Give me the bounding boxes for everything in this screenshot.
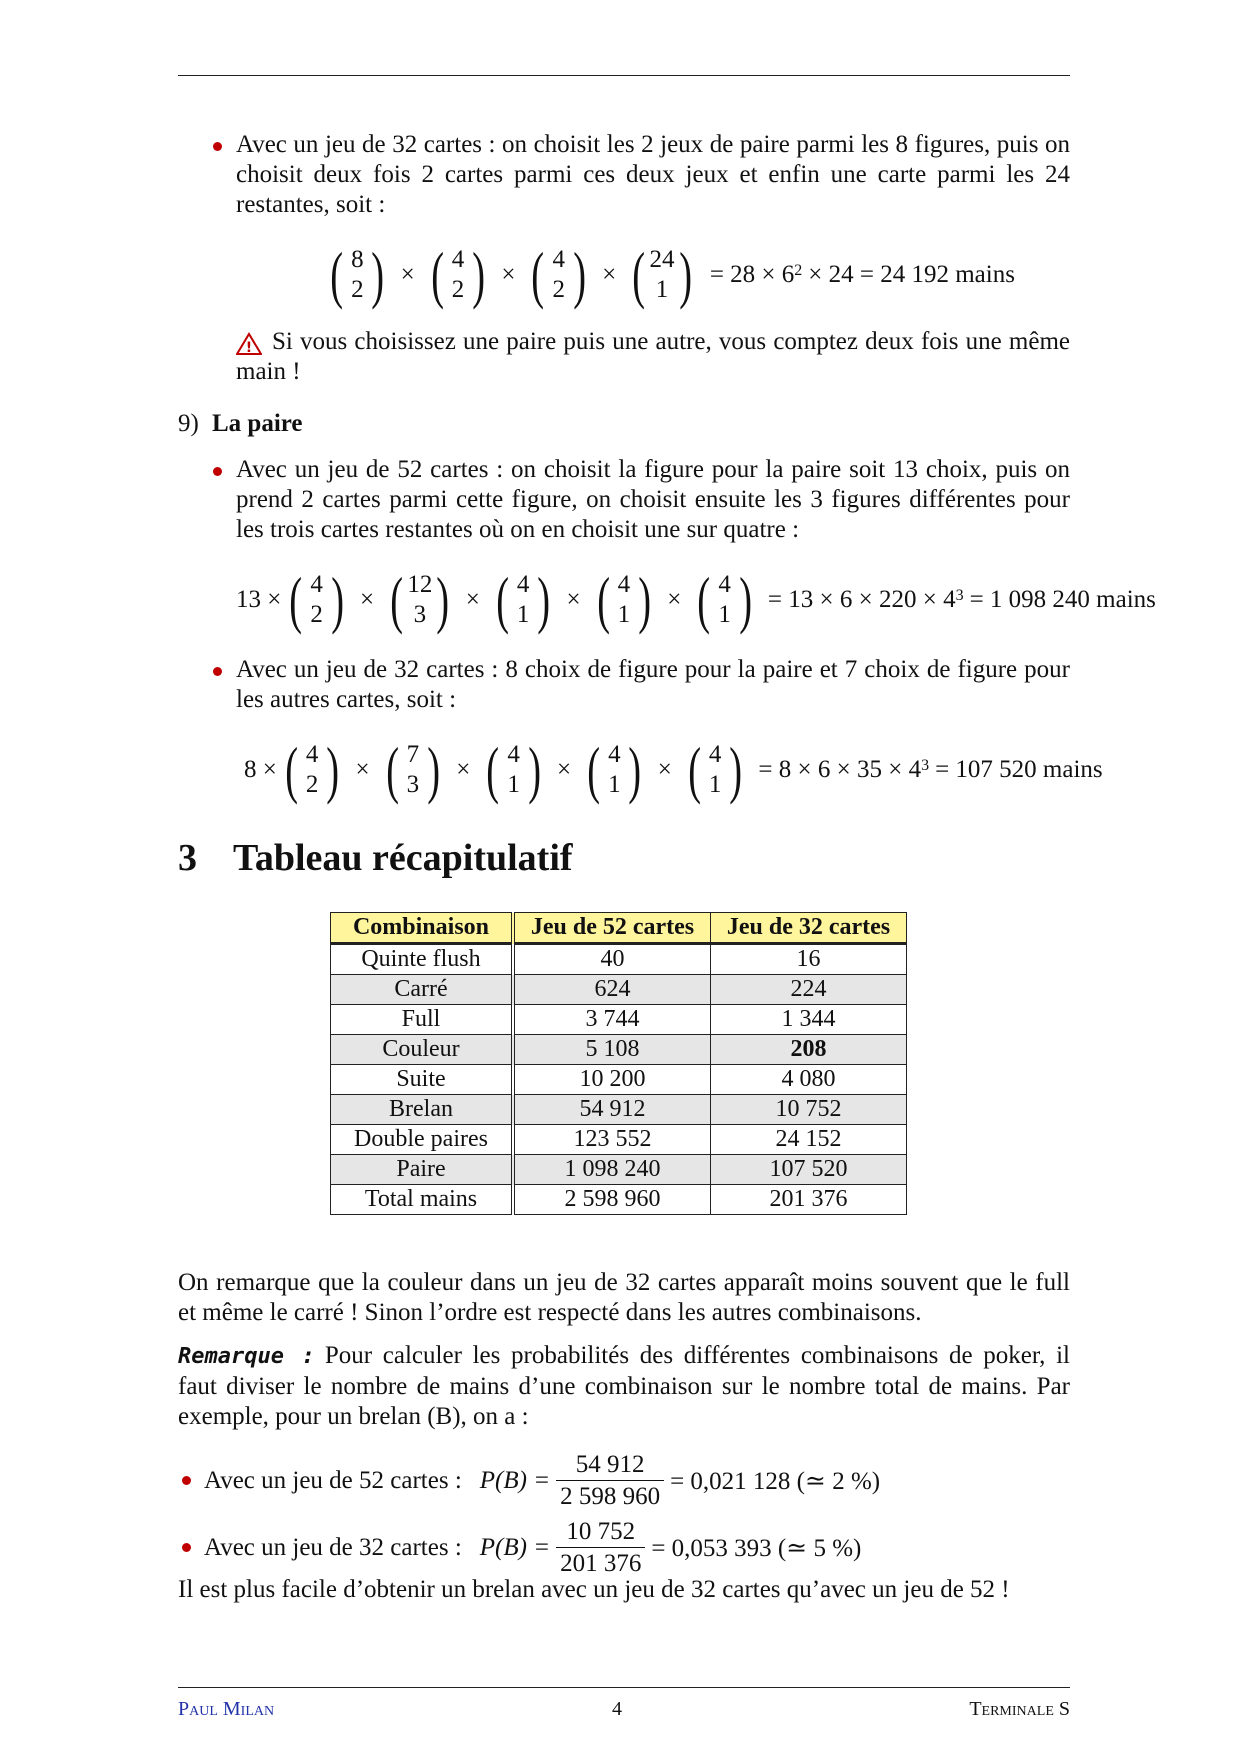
- bullet: [182, 1543, 191, 1552]
- conclusion: Il est plus facile d’obtenir un brelan avec un jeu de 32 cartes qu’avec un jeu de 52 !: [178, 1576, 1010, 1603]
- fraction: $\frac{10 752}{201 376}$: [556, 1517, 645, 1580]
- svg-text:!: !: [245, 340, 253, 356]
- page-number: 4: [612, 1698, 622, 1720]
- binomial: ( 7 3 ): [385, 734, 440, 805]
- table-row: Brelan 54 912 10 752: [331, 1095, 907, 1125]
- table-row: Suite 10 200 4 080: [331, 1065, 907, 1095]
- table-header: Jeu de 52 cartes: [513, 913, 711, 944]
- bottom-rule: [178, 1687, 1070, 1688]
- table-header: Combinaison: [331, 913, 514, 944]
- section-title: Tableau récapitulatif: [233, 837, 573, 879]
- table-header: Jeu de 32 cartes: [711, 913, 907, 944]
- paragraph: Avec un jeu de 32 cartes : 8 choix de figure pour la paire et 7 choix de figure pour les autres cartes, soit :: [236, 656, 1070, 713]
- binomial: ( 4 2 ): [531, 239, 586, 310]
- binomial: ( 4 1 ): [697, 564, 752, 635]
- bullet: [213, 142, 222, 151]
- bullet: [213, 667, 222, 676]
- remarque-label: Remarque :: [178, 1344, 315, 1369]
- table-row: Couleur 5 108 208: [331, 1035, 907, 1065]
- warning-text: Si vous choisissez une paire puis une autre, vous comptez deux fois une même main !: [236, 328, 1070, 385]
- binomial: ( 4 1 ): [587, 734, 642, 805]
- probability-52: Avec un jeu de 52 cartes : P(B) = $\frac{54 912}{2 598 960}$ = 0,021 128 (≃ 2 %): [204, 1446, 880, 1516]
- table-row: Paire 1 098 240 107 520: [331, 1155, 907, 1185]
- footer-class: Terminale S: [969, 1698, 1070, 1720]
- paragraph: Avec un jeu de 52 cartes : on choisit la figure pour la paire soit 13 choix, puis on prend 2 cartes parmi cette figure, on choisit ensuite les 3 figures différentes pour les trois cartes restantes où on en choisit une sur quatre :: [236, 456, 1070, 543]
- footer-author: Paul Milan: [178, 1698, 275, 1720]
- binomial: ( 4 1 ): [486, 734, 541, 805]
- item-title: La paire: [212, 410, 303, 437]
- table-row: Full 3 744 1 344: [331, 1005, 907, 1035]
- probability-32: Avec un jeu de 32 cartes : P(B) = $\frac{10 752}{201 376}$ = 0,053 393 (≃ 5 %): [204, 1513, 861, 1583]
- table-row: Quinte flush 40 16: [331, 944, 907, 975]
- remarque-paragraph: Remarque : Pour calculer les probabilités des différentes combinaisons de poker, il faut diviser le nombre de mains d’une combinaison sur le nombre total de mains. Par exemple, pour un brelan (B), on a :: [178, 1342, 1071, 1430]
- binomial: ( 8 2 ): [330, 239, 385, 310]
- binomial: ( 4 1 ): [496, 564, 551, 635]
- bullet: [182, 1476, 191, 1485]
- fraction: $\frac{54 912}{2 598 960}$: [556, 1450, 664, 1513]
- binomial: ( 4 1 ): [688, 734, 743, 805]
- paragraph: On remarque que la couleur dans un jeu de 32 cartes apparaît moins souvent que le full et même le carré ! Sinon l’ordre est respecté dans les autres combinaisons.: [178, 1269, 1070, 1326]
- top-rule: [178, 75, 1070, 76]
- binomial: ( 4 2 ): [289, 564, 344, 635]
- table-row: Carré 624 224: [331, 975, 907, 1005]
- bullet: [213, 467, 222, 476]
- recap-table: [330, 912, 907, 1215]
- binomial: ( 4 2 ): [430, 239, 486, 310]
- binomial: ( 4 1 ): [596, 564, 651, 635]
- table-row: Double paires 123 552 24 152: [331, 1125, 907, 1155]
- table-header-row: [331, 913, 907, 944]
- formula-32: 8 × ( 4 2 ) × ( 7 3 ) × ( 4 1 ) × ( 4 1 ) × ( 4 1 ) = 8 × 6 × 35 × 4 3 = 107 520 mains: [244, 734, 1103, 805]
- binomial: ( 4 2 ): [285, 734, 340, 805]
- paragraph: Avec un jeu de 32 cartes : on choisit les 2 jeux de paire parmi les 8 figures, puis on choisit deux fois 2 cartes parmi ces deux jeux et enfin une carte parmi les 24 restantes, soit :: [236, 131, 1070, 218]
- formula-52: 13 × ( 4 2 ) × ( 12 3 ) × ( 4 1 ) × ( 4 1 ) × ( 4 1 ) = 13 × 6 × 220 × 4 3 = 1 098 240 mains: [236, 564, 1156, 635]
- table-row: Total mains 2 598 960 201 376: [331, 1185, 907, 1215]
- binomial: ( 12 3 ): [390, 564, 450, 635]
- binomial: ( 24 1 ): [632, 239, 692, 310]
- formula: ( 8 2 ) × ( 4 2 ) × ( 4 2 ) × ( 24 1 ) = 28 × 6 2 × 24 = 24 192 mains: [322, 240, 1015, 310]
- section-number: 3: [178, 837, 197, 879]
- item-number: 9): [178, 410, 199, 437]
